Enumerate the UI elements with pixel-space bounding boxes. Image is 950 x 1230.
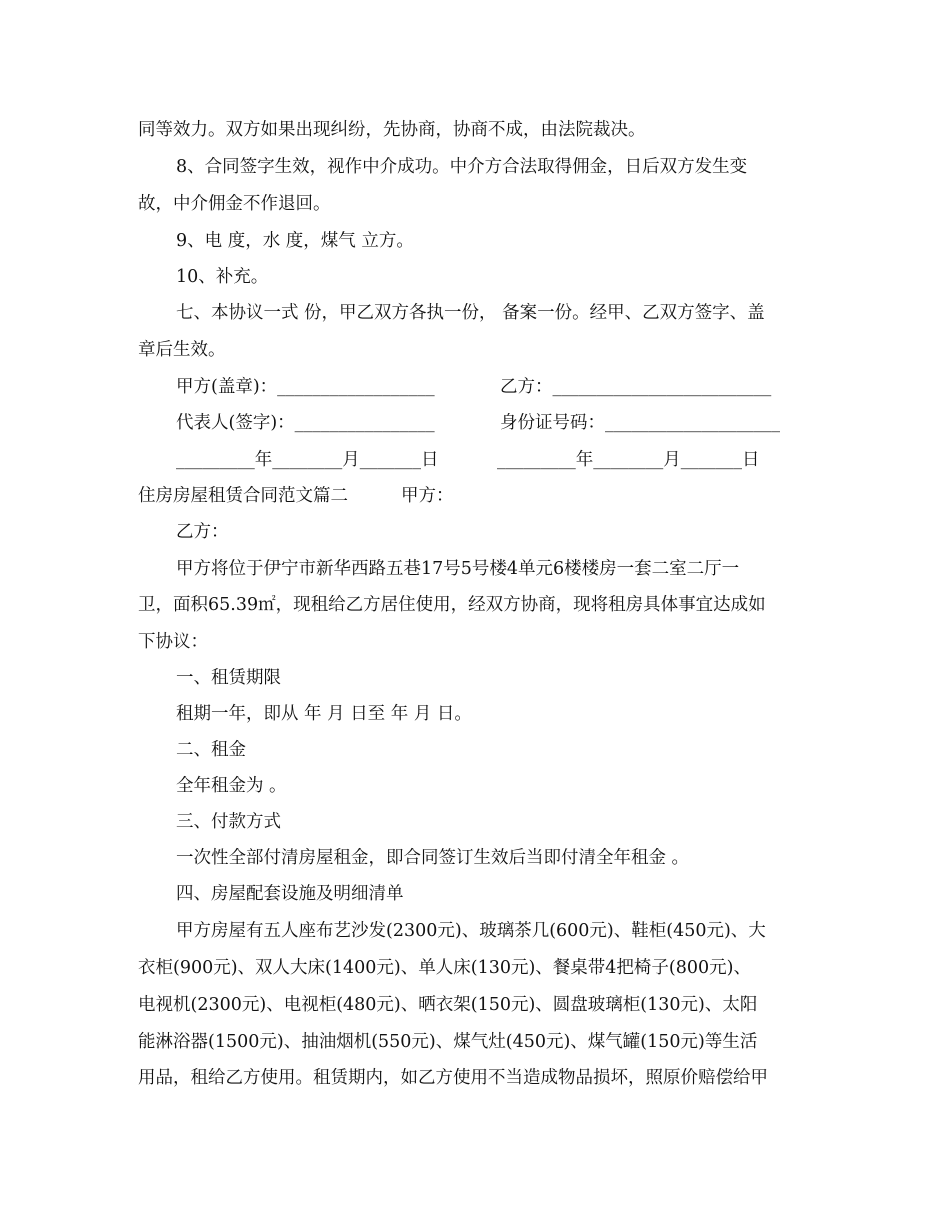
paragraph-line: 全年租金为 。 [176,776,287,796]
paragraph-line: 同等效力。双方如果出现纠纷，先协商，协商不成，由法院裁决。 [138,120,646,140]
id-number-line: 身份证号码：____________________ [500,413,780,433]
section-heading: 住房房屋租赁合同范文篇二 [138,486,348,506]
paragraph-line: 章后生效。 [138,340,226,360]
clause-8: 8、合同签字生效，视作中介成功。中介方合法取得佣金，日后双方发生变 [176,157,748,177]
paragraph-line: 故，中介佣金不作退回。 [138,194,331,214]
party-a-seal-line: 甲方(盖章)：__________________ [176,377,435,397]
paragraph-line: 能淋浴器(1500元)、抽油烟机(550元)、煤气灶(450元)、煤气罐(150元)等生活 [138,1032,758,1052]
date-line-a: _________年________月_______日 [176,450,439,470]
paragraph-line: 下协议： [138,632,208,652]
heading-lease-term: 一、租赁期限 [176,668,281,688]
paragraph-line: 甲方房屋有五人座布艺沙发(2300元)、玻璃茶几(600元)、鞋柜(450元)、大 [176,921,766,941]
heading-rent: 二、租金 [176,740,246,760]
paragraph-line: 甲方将位于伊宁市新华西路五巷17号5号楼4单元6楼楼房一套二室二厅一 [176,559,740,579]
heading-payment: 三、付款方式 [176,812,281,832]
clause-10: 10、补充。 [176,267,269,287]
paragraph-line: 租期一年，即从 年 月 日至 年 月 日。 [176,704,472,724]
party-b-label: 乙方： [176,522,229,542]
clause-9: 9、电 度，水 度，煤气 立方。 [176,231,414,251]
representative-line: 代表人(签字)：________________ [176,413,435,433]
section-7: 七、本协议一式 份，甲乙双方各执一份， 备案一份。经甲、乙双方签字、盖 [176,303,765,323]
paragraph-line: 电视机(2300元)、电视柜(480元)、晒衣架(150元)、圆盘玻璃柜(130元)、太阳 [138,995,758,1015]
party-b-line: 乙方：_________________________ [500,377,772,397]
date-line-b: _________年________月_______日 [497,450,760,470]
paragraph-line: 卫，面积65.39㎡，现租给乙方居住使用，经双方协商，现将租房具体事宜达成如 [138,595,766,615]
paragraph-line: 用品，租给乙方使用。租赁期内，如乙方使用不当造成物品损坏，照原价赔偿给甲 [138,1068,768,1088]
paragraph-line: 一次性全部付清房屋租金，即合同签订生效后当即付清全年租金 。 [176,848,690,868]
paragraph-line: 衣柜(900元)、双人大床(1400元)、单人床(130元)、餐桌带4把椅子(800元)、 [138,958,751,978]
party-a-label: 甲方： [401,486,454,506]
heading-facilities: 四、房屋配套设施及明细清单 [176,884,404,904]
